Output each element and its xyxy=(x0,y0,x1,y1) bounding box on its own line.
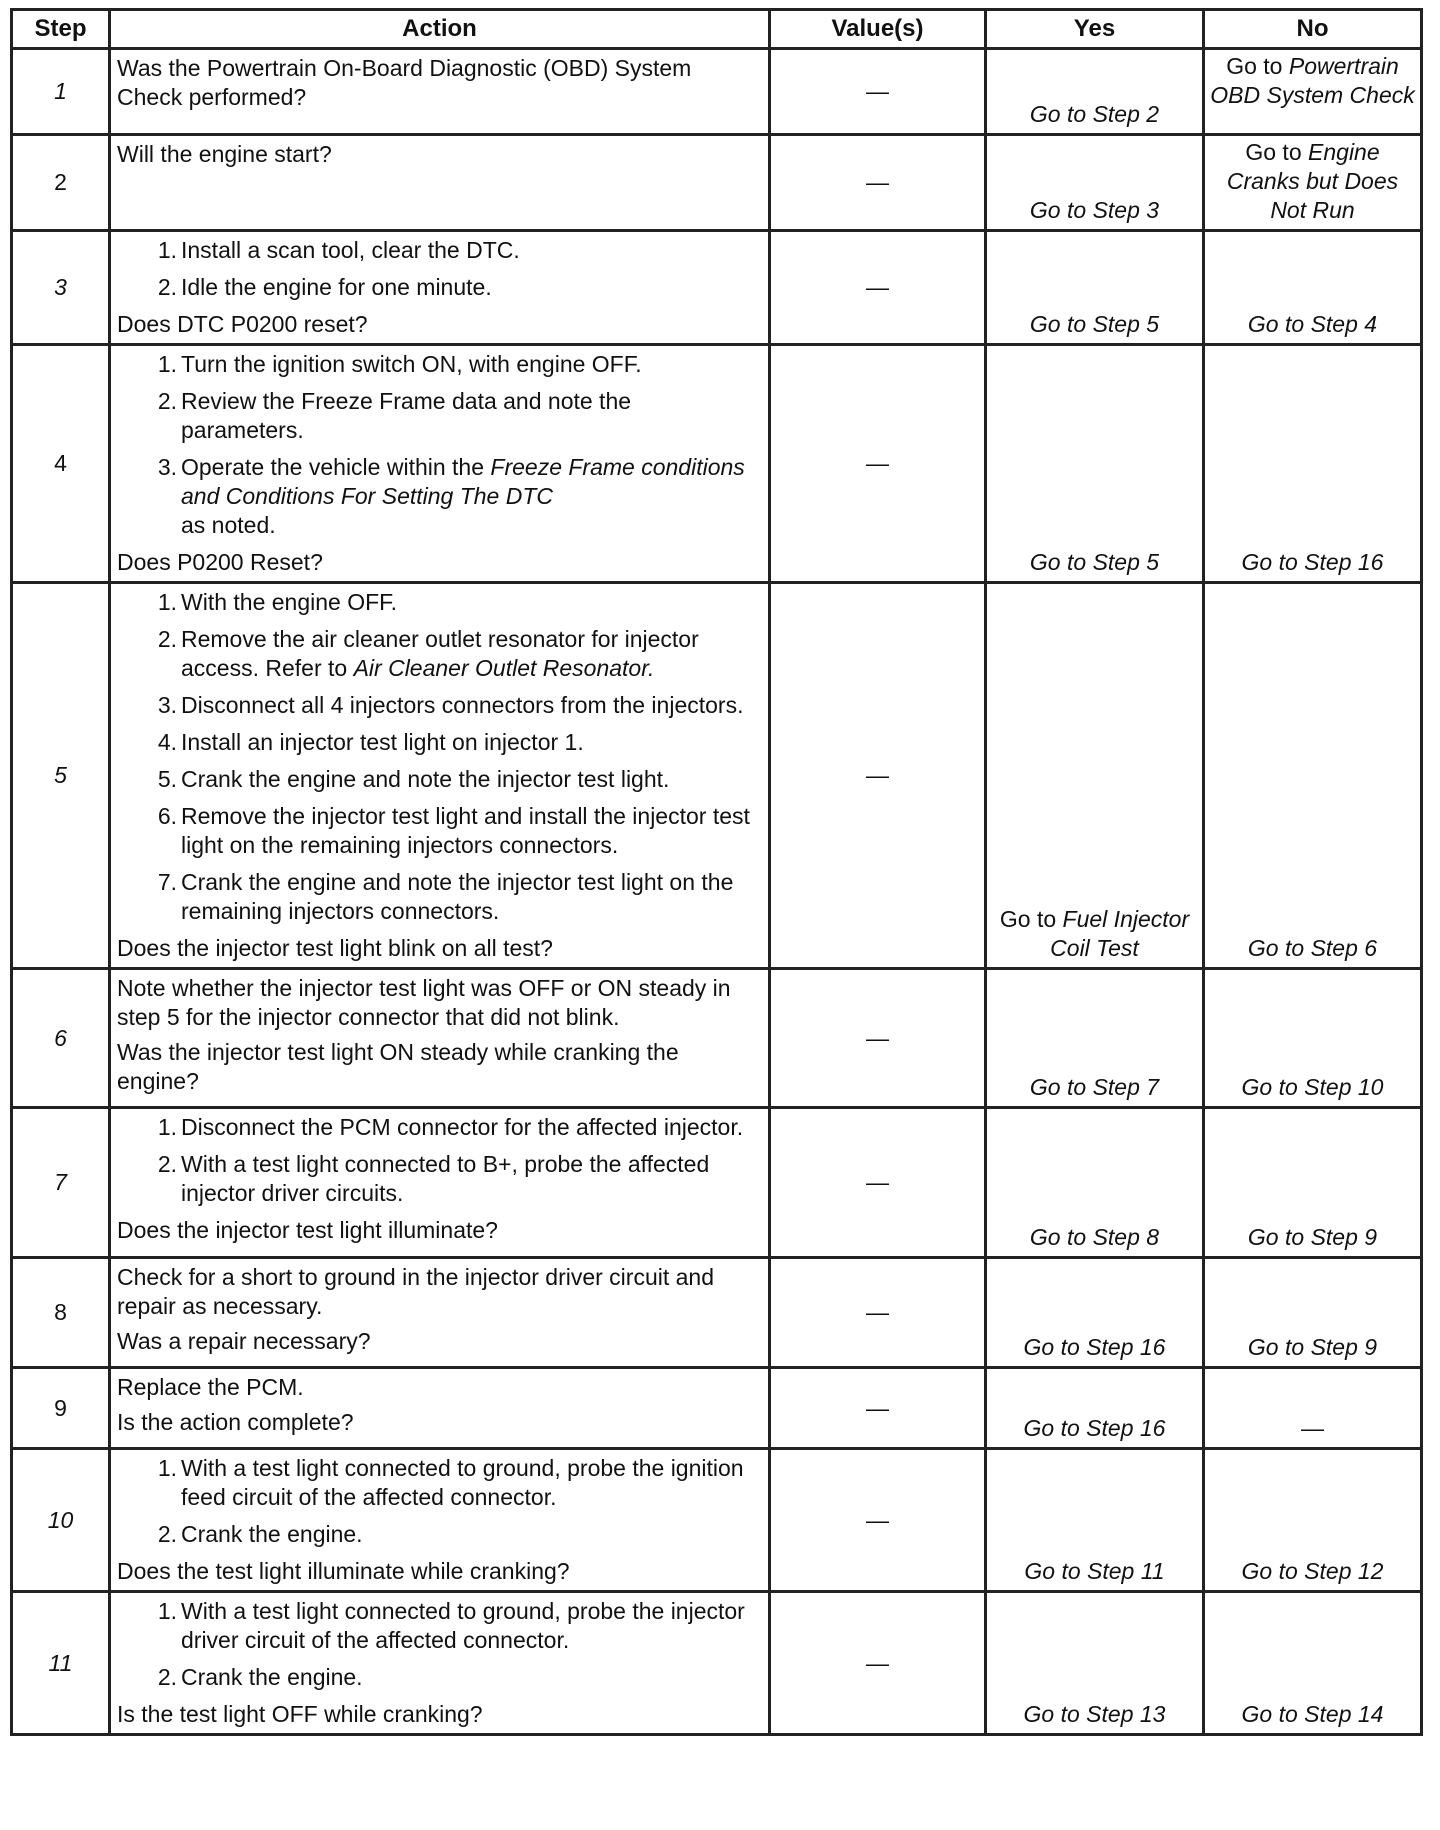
action-step-number: 1. xyxy=(157,237,177,263)
yes-cell xyxy=(986,345,1204,583)
value-cell xyxy=(770,231,986,345)
yes-text: Go to Step 3 xyxy=(1029,197,1160,223)
table-row xyxy=(12,1368,1422,1449)
action-step-text: With a test light connected to ground, probe the injector driver circuit of the affected connector. xyxy=(181,1598,745,1653)
action-steps-list xyxy=(117,350,760,540)
no-prefix: Go to xyxy=(1226,53,1283,79)
no-prefix: Go to xyxy=(1245,139,1302,165)
value-dash: — xyxy=(866,1394,889,1421)
yes-text: Go to Step 5 xyxy=(1029,549,1160,575)
action-question: Does the injector test light blink on all test? xyxy=(117,935,553,961)
header-row xyxy=(12,10,1422,49)
no-cell xyxy=(1204,345,1422,583)
step-number: 4 xyxy=(12,345,110,583)
no-cell xyxy=(1204,1449,1422,1592)
action-step-text: Crank the engine. xyxy=(181,1521,363,1547)
action-step-item xyxy=(117,1454,760,1512)
action-step-reference: Air Cleaner Outlet Resonator. xyxy=(353,655,655,681)
action-text: Check for a short to ground in the injector driver circuit and repair as necessary. xyxy=(117,1264,715,1319)
action-step-number: 1. xyxy=(157,1598,177,1624)
no-text: — xyxy=(1301,1415,1324,1441)
action-step-text: Idle the engine for one minute. xyxy=(181,274,492,300)
yes-cell xyxy=(986,1258,1204,1368)
value-cell xyxy=(770,345,986,583)
diagnostic-table xyxy=(10,8,1423,1736)
no-reference: Engine Cranks but Does Not Run xyxy=(1226,139,1399,223)
action-step-item xyxy=(117,691,760,720)
action-step-number: 3. xyxy=(157,692,177,718)
header-values: Value(s) xyxy=(770,10,986,49)
action-step-number: 2. xyxy=(157,388,177,414)
action-step-number: 1. xyxy=(157,589,177,615)
yes-reference: Fuel Injector Coil Test xyxy=(1050,906,1190,961)
action-step-item xyxy=(117,1597,760,1655)
no-text: Go to Step 16 xyxy=(1241,549,1384,575)
yes-cell xyxy=(986,969,1204,1108)
action-step-item xyxy=(117,1113,760,1142)
action-text: Replace the PCM. xyxy=(117,1374,304,1400)
action-step-item xyxy=(117,387,760,445)
yes-cell xyxy=(986,1108,1204,1258)
value-dash: — xyxy=(866,1169,889,1195)
action-step-text: Crank the engine and note the injector test light. xyxy=(181,766,670,792)
value-cell xyxy=(770,583,986,969)
action-step-text: Remove the injector test light and install the injector test light on the remaining injectors connectors. xyxy=(181,803,750,858)
action-step-item xyxy=(117,350,760,379)
action-step-number: 2. xyxy=(157,1151,177,1177)
header-no: No xyxy=(1204,10,1422,49)
yes-text: Go to Step 16 xyxy=(1023,1334,1166,1360)
yes-cell xyxy=(986,1592,1204,1735)
yes-text: Go to Step 8 xyxy=(1029,1224,1160,1250)
value-cell xyxy=(770,1368,986,1449)
step-number: 7 xyxy=(12,1108,110,1258)
yes-cell xyxy=(986,583,1204,969)
no-cell xyxy=(1204,969,1422,1108)
table-row xyxy=(12,1449,1422,1592)
action-step-item xyxy=(117,868,760,926)
no-text: Go to Step 4 xyxy=(1247,311,1378,337)
no-text: Go to Step 10 xyxy=(1241,1074,1384,1100)
action-step-tail: as noted. xyxy=(181,512,276,538)
step-number: 2 xyxy=(12,135,110,231)
step-number: 3 xyxy=(12,231,110,345)
step-number: 11 xyxy=(12,1592,110,1735)
no-text: Go to Step 9 xyxy=(1247,1224,1378,1250)
action-question: Is the test light OFF while cranking? xyxy=(117,1701,483,1727)
value-dash: — xyxy=(866,450,889,476)
action-step-text: Turn the ignition switch ON, with engine OFF. xyxy=(181,351,642,377)
action-steps-list xyxy=(117,1597,760,1692)
action-step-text: Crank the engine and note the injector test light on the remaining injectors connectors. xyxy=(181,869,734,924)
action-step-number: 1. xyxy=(157,1114,177,1140)
action-steps-list xyxy=(117,588,760,926)
value-cell xyxy=(770,1108,986,1258)
action-step-text: With a test light connected to B+, probe the affected injector driver circuits. xyxy=(181,1151,710,1206)
no-cell xyxy=(1204,231,1422,345)
yes-prefix: Go to xyxy=(999,906,1057,932)
action-text: Is the action complete? xyxy=(117,1409,354,1435)
yes-cell xyxy=(986,1449,1204,1592)
action-step-text: Review the Freeze Frame data and note the parameters. xyxy=(181,388,632,443)
action-text: Was the Powertrain On-Board Diagnostic (OBD) System Check performed? xyxy=(117,55,692,110)
action-question: Does the injector test light illuminate? xyxy=(117,1217,498,1243)
no-text: Go to Step 6 xyxy=(1247,935,1378,961)
action-step-number: 1. xyxy=(157,351,177,377)
yes-text: Go to Step 11 xyxy=(1024,1558,1165,1584)
action-step-item xyxy=(117,453,760,540)
table-row xyxy=(12,231,1422,345)
value-cell xyxy=(770,135,986,231)
value-dash: — xyxy=(866,78,889,104)
step-number: 5 xyxy=(12,583,110,969)
action-step-text: Disconnect all 4 injectors connectors from the injectors. xyxy=(181,692,744,718)
action-step-text: Operate the vehicle within the xyxy=(181,454,485,480)
table-row xyxy=(12,345,1422,583)
value-cell xyxy=(770,1449,986,1592)
value-dash: — xyxy=(866,169,889,195)
action-step-text: Crank the engine. xyxy=(181,1664,363,1690)
action-cell xyxy=(110,135,770,231)
action-step-number: 6. xyxy=(157,803,177,829)
action-text: Was a repair necessary? xyxy=(117,1328,371,1354)
action-cell xyxy=(110,49,770,135)
table-body xyxy=(12,49,1422,1735)
no-reference: Powertrain OBD System Check xyxy=(1210,53,1415,108)
value-dash: — xyxy=(866,274,889,300)
action-step-number: 3. xyxy=(157,454,177,480)
action-question: Does P0200 Reset? xyxy=(117,549,323,575)
header-step: Step xyxy=(12,10,110,49)
action-step-item xyxy=(117,273,760,302)
action-step-item xyxy=(117,588,760,617)
step-number: 8 xyxy=(12,1258,110,1368)
action-steps-list xyxy=(117,236,760,302)
action-cell xyxy=(110,969,770,1108)
yes-text: Go to Step 13 xyxy=(1023,1701,1166,1727)
action-step-text: With a test light connected to ground, probe the ignition feed circuit of the affected connector. xyxy=(181,1455,744,1510)
no-text: Go to Step 9 xyxy=(1247,1334,1378,1360)
action-text: Was the injector test light ON steady while cranking the engine? xyxy=(117,1039,679,1094)
step-number: 1 xyxy=(12,49,110,135)
table-row xyxy=(12,1592,1422,1735)
action-step-number: 4. xyxy=(157,729,177,755)
table-row xyxy=(12,1108,1422,1258)
action-step-number: 2. xyxy=(157,1521,177,1547)
yes-text: Go to Step 2 xyxy=(1029,101,1160,127)
step-number: 10 xyxy=(12,1449,110,1592)
no-cell xyxy=(1204,1368,1422,1449)
action-cell xyxy=(110,345,770,583)
value-cell xyxy=(770,969,986,1108)
action-question: Does DTC P0200 reset? xyxy=(117,311,368,337)
action-step-text: Install an injector test light on injector 1. xyxy=(181,729,584,755)
action-step-number: 2. xyxy=(157,1664,177,1690)
table-row xyxy=(12,583,1422,969)
action-cell xyxy=(110,1368,770,1449)
action-step-item xyxy=(117,1663,760,1692)
action-steps-list xyxy=(117,1454,760,1549)
action-step-item xyxy=(117,765,760,794)
action-step-item xyxy=(117,625,760,683)
yes-text: Go to Step 16 xyxy=(1023,1415,1166,1441)
no-cell xyxy=(1204,1592,1422,1735)
action-cell xyxy=(110,1592,770,1735)
table-row xyxy=(12,969,1422,1108)
no-cell xyxy=(1204,1108,1422,1258)
action-step-number: 7. xyxy=(157,869,177,895)
value-cell xyxy=(770,1592,986,1735)
yes-cell xyxy=(986,135,1204,231)
no-text: Go to Step 12 xyxy=(1241,1558,1384,1584)
action-step-item xyxy=(117,728,760,757)
action-text: Note whether the injector test light was OFF or ON steady in step 5 for the injector connector that did not blink. xyxy=(117,975,731,1030)
action-step-text: Install a scan tool, clear the DTC. xyxy=(181,237,520,263)
value-cell xyxy=(770,49,986,135)
table-row xyxy=(12,135,1422,231)
action-step-item xyxy=(117,236,760,265)
action-cell xyxy=(110,1108,770,1258)
action-cell xyxy=(110,583,770,969)
yes-cell xyxy=(986,1368,1204,1449)
action-step-item xyxy=(117,1150,760,1208)
value-dash: — xyxy=(866,1649,889,1676)
table-row xyxy=(12,49,1422,135)
header-action: Action xyxy=(110,10,770,49)
no-text: Go to Step 14 xyxy=(1241,1701,1384,1727)
action-step-number: 1. xyxy=(157,1455,177,1481)
value-dash: — xyxy=(866,1506,889,1533)
action-cell xyxy=(110,1258,770,1368)
action-step-text: With the engine OFF. xyxy=(181,589,398,615)
value-dash: — xyxy=(866,762,889,788)
action-text: Will the engine start? xyxy=(117,141,332,167)
value-cell xyxy=(770,1258,986,1368)
value-dash: — xyxy=(866,1024,889,1051)
no-cell xyxy=(1204,49,1422,135)
value-dash: — xyxy=(866,1299,889,1325)
action-step-text: Disconnect the PCM connector for the affected injector. xyxy=(181,1114,744,1140)
no-cell xyxy=(1204,1258,1422,1368)
action-steps-list xyxy=(117,1113,760,1208)
action-step-item xyxy=(117,802,760,860)
yes-text: Go to Step 5 xyxy=(1029,311,1160,337)
action-step-number: 2. xyxy=(157,274,177,300)
action-step-number: 5. xyxy=(157,766,177,792)
action-cell xyxy=(110,231,770,345)
header-yes: Yes xyxy=(986,10,1204,49)
no-cell xyxy=(1204,135,1422,231)
table-row xyxy=(12,1258,1422,1368)
yes-cell xyxy=(986,231,1204,345)
step-number: 6 xyxy=(12,969,110,1108)
yes-cell xyxy=(986,49,1204,135)
action-step-reference: Freeze Frame conditions and Conditions For Setting The DTC xyxy=(181,454,745,509)
action-step-text: Remove the air cleaner outlet resonator for injector access. Refer to xyxy=(181,626,699,681)
action-cell xyxy=(110,1449,770,1592)
action-step-item xyxy=(117,1520,760,1549)
no-cell xyxy=(1204,583,1422,969)
step-number: 9 xyxy=(12,1368,110,1449)
yes-text: Go to Step 7 xyxy=(1029,1074,1160,1100)
action-step-number: 2. xyxy=(157,626,177,652)
diagnostic-table-container xyxy=(10,8,1420,1736)
action-question: Does the test light illuminate while cranking? xyxy=(117,1558,570,1584)
